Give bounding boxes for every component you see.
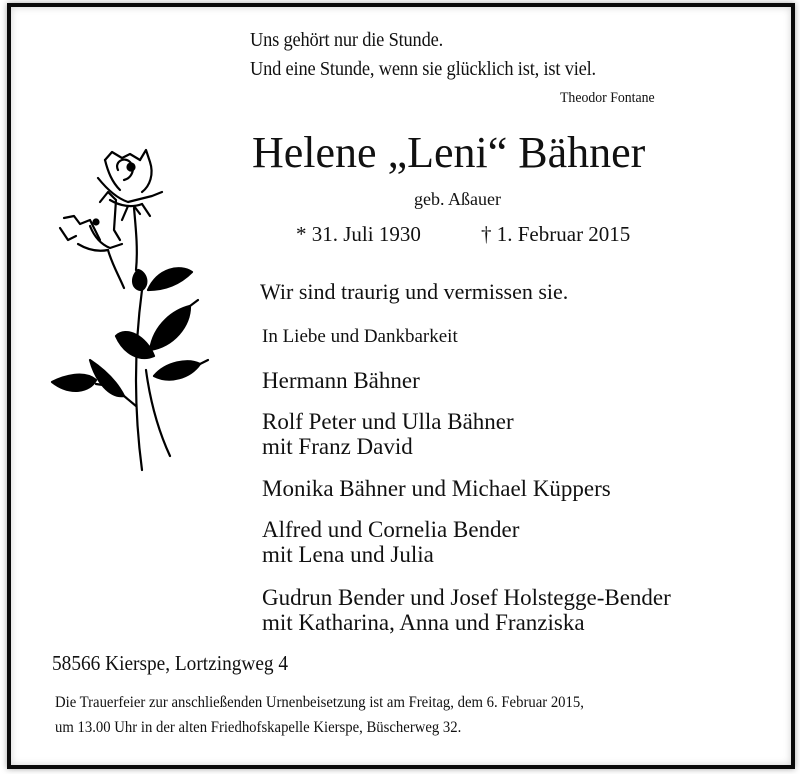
mourner-line: Monika Bähner und Michael Küppers — [262, 476, 611, 501]
mourner-line: mit Franz David — [262, 434, 413, 459]
mourner-line: Alfred und Cornelia Bender — [262, 517, 520, 542]
birth-date: * 31. Juli 1930 — [296, 222, 421, 246]
mourning-message: Wir sind traurig und vermissen sie. — [260, 279, 569, 304]
death-date: † 1. Februar 2015 — [481, 222, 631, 246]
mourner-line: mit Lena und Julia — [262, 542, 434, 567]
maiden-name: geb. Aßauer — [414, 189, 501, 209]
mourner-line: Gudrun Bender und Josef Holstegge-Bender — [262, 585, 671, 610]
ceremony-info-line-2: um 13.00 Uhr in der alten Friedhofskapelle Kierspe, Büscherweg 32. — [55, 719, 462, 736]
family-address: 58566 Kierspe, Lortzingweg 4 — [52, 651, 289, 675]
rose-drawing-icon — [50, 140, 230, 480]
quote-author: Theodor Fontane — [560, 90, 655, 106]
mourner-line: mit Katharina, Anna und Franziska — [262, 610, 585, 635]
sign-off: In Liebe und Dankbarkeit — [262, 326, 458, 347]
mourner-line: Rolf Peter und Ulla Bähner — [262, 409, 514, 434]
ceremony-info-line-1: Die Trauerfeier zur anschließenden Urnenbeisetzung ist am Freitag, dem 6. Februar 2015, — [55, 694, 584, 711]
deceased-name: Helene „Leni“ Bähner — [252, 128, 646, 177]
quote-line-1: Uns gehört nur die Stunde. — [250, 29, 443, 51]
mourner-line: Hermann Bähner — [262, 368, 420, 393]
quote-line-2: Und eine Stunde, wenn sie glücklich ist, ist viel. — [250, 58, 596, 80]
